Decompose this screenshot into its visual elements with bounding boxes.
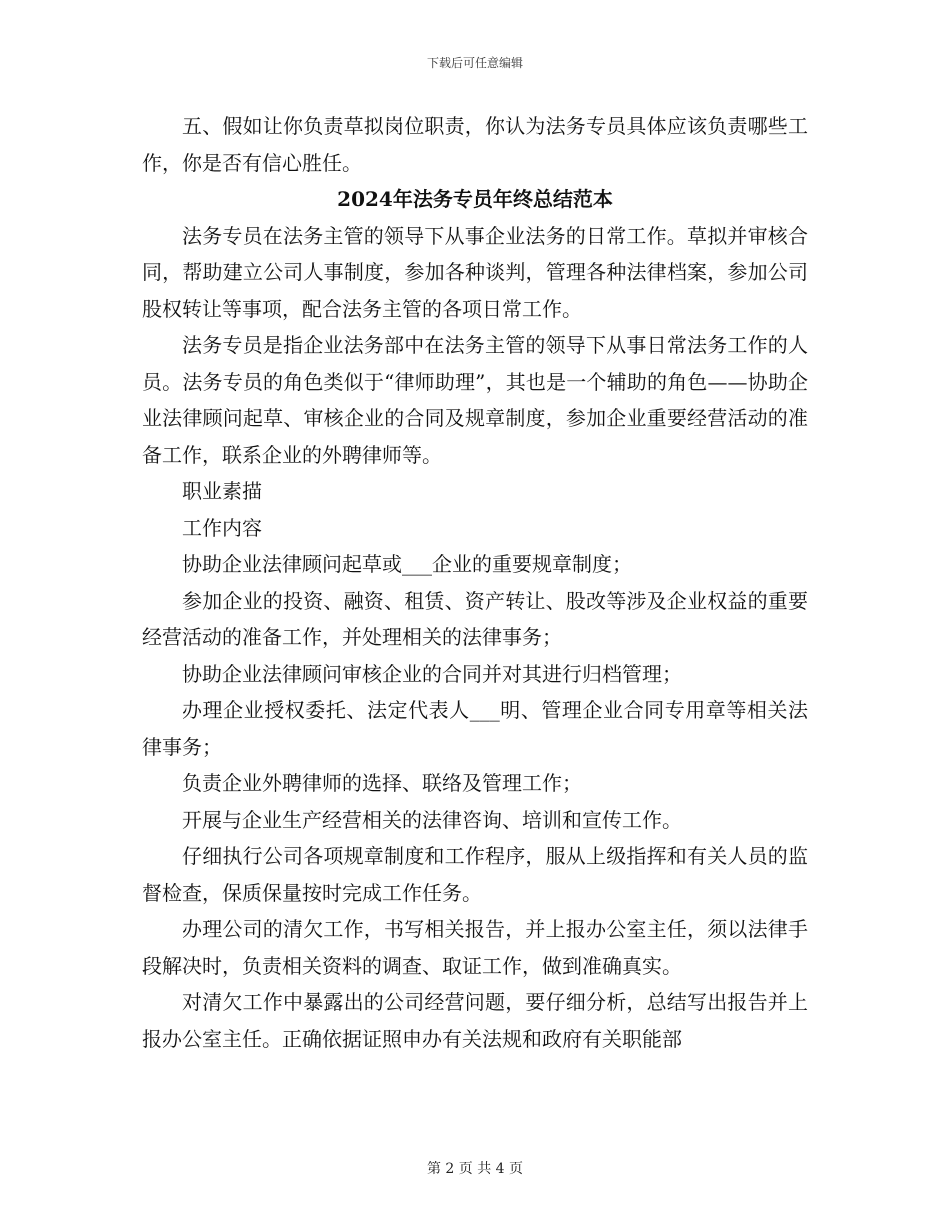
body-paragraph: 仔细执行公司各项规章制度和工作程序，服从上级指挥和有关人员的监督检查，保质保量按时完成工作任务。 <box>142 844 808 905</box>
duty-item: 参加企业的投资、融资、租赁、资产转让、股改等涉及企业权益的重要经营活动的准备工作，并处理相关的法律事务； <box>142 588 808 649</box>
document-title: 2024年法务专员年终总结范本 <box>337 187 613 211</box>
section-heading: 职业素描 <box>182 479 262 503</box>
body-paragraph: 法务专员是指企业法务部中在法务主管的领导下从事日常法务工作的人员。法务专员的角色类似于“律师助理”，其也是一个辅助的角色——协助企业法律顾问起草、审核企业的合同及规章制度，参加企业重要经营活动的准备工作，联系企业的外聘律师等。 <box>142 333 808 467</box>
duty-item: 办理企业授权委托、法定代表人___明、管理企业合同专用章等相关法律事务； <box>142 698 808 759</box>
section-heading: 工作内容 <box>182 515 262 540</box>
page-header: 下载后可任意编辑 <box>426 56 523 70</box>
document-body <box>142 108 808 1057</box>
duty-item: 负责企业外聘律师的选择、联络及管理工作； <box>182 771 582 795</box>
body-paragraph: 对清欠工作中暴露出的公司经营问题，要仔细分析，总结写出报告并上报办公室主任。正确依据证照申办有关法规和政府有关职能部 <box>142 990 808 1051</box>
page-footer: 第 2 页 共 4 页 <box>426 1161 524 1177</box>
duty-item: 协助企业法律顾问起草或___企业的重要规章制度； <box>182 552 632 576</box>
duty-item: 开展与企业生产经营相关的法律咨询、培训和宣传工作。 <box>182 807 682 832</box>
body-paragraph: 办理公司的清欠工作，书写相关报告，并上报办公室主任，须以法律手段解决时，负责相关资料的调查、取证工作，做到准确真实。 <box>142 917 808 978</box>
duty-item: 协助企业法律顾问审核企业的合同并对其进行归档管理； <box>182 661 682 686</box>
intro-paragraph: 五、假如让你负责草拟岗位职责，你认为法务专员具体应该负责哪些工作，你是否有信心胜任。 <box>142 114 808 175</box>
body-paragraph: 法务专员在法务主管的领导下从事企业法务的日常工作。草拟并审核合同，帮助建立公司人事制度，参加各种谈判，管理各种法律档案，参加公司股权转让等事项，配合法务主管的各项日常工作。 <box>142 223 808 321</box>
